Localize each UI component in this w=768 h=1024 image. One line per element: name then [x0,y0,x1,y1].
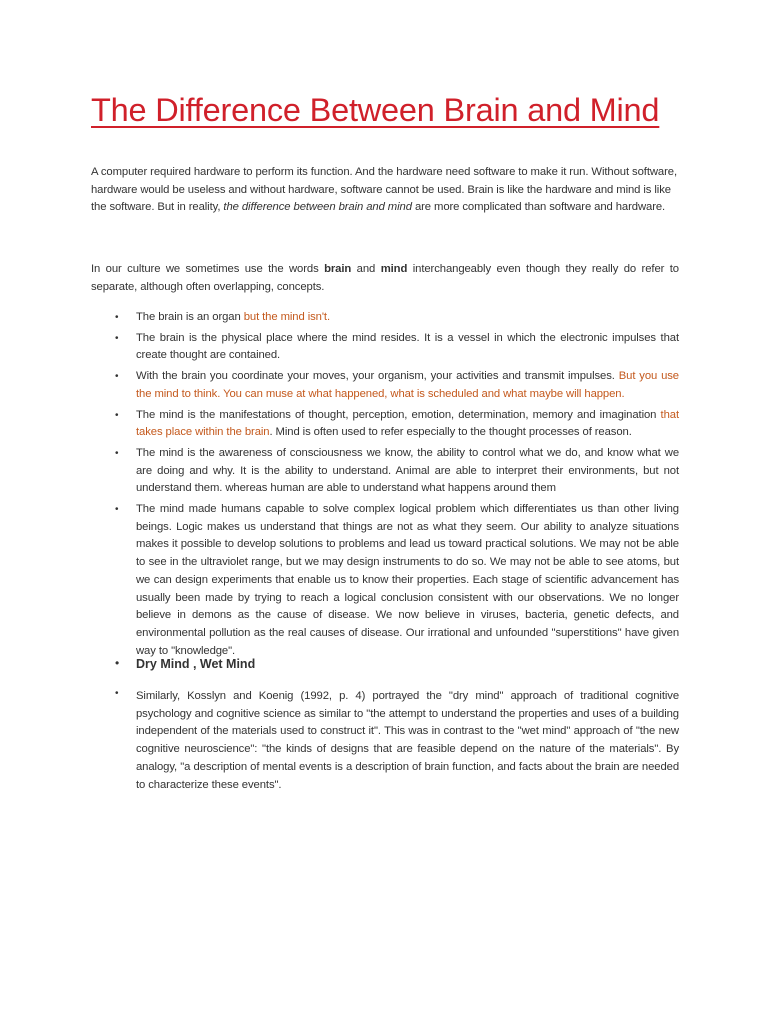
page-title: The Difference Between Brain and Mind [91,92,660,128]
list-item-text: The mind made humans capable to solve complex logical problem which differentiates us than other living beings. Logic makes us understand that things are not as what they seem. Our ability to analyze situations makes it possible to develop solutions to problems and lead us toward practical solutions. We may not be able to see in the ultraviolet range, but we may design instruments to do so. We may not be able to see atoms, but we can design experiments that enable us to know their properties. Each stage of scientific advancement has usually been made by trying to reach a logical conclusion consistent with our observations. We no longer believe in demons as the cause of disease. We now believe in viruses, bacteria, genetic defects, and environmental pollution as the real causes of disease. Our irrational and unfounded "superstitions" have given way to "knowledge". [136,503,679,657]
bullet-icon: • [115,332,119,344]
list-item-highlight: that takes place within the brain [136,408,679,439]
intro-text-part2: are more complicated than software and hardware. [411,201,666,214]
culture-text-part2: and [351,263,381,275]
list-item-highlight: But you use the mind to think. You can muse at what happened, what is scheduled and what maybe will happen. [136,370,679,400]
list-item [91,309,679,327]
list-item [91,445,679,498]
subheading: Dry Mind , Wet Mind [136,657,256,671]
culture-bold-brain: brain [324,263,352,275]
dry-wet-mind-item [91,688,679,794]
bullet-icon: • [115,312,119,323]
list-item-after: . Mind is often used to refer especially to the thought processes of reason. [269,426,632,439]
list-item [91,368,679,403]
list-item [91,407,679,442]
list-item-text: With the brain you coordinate your moves, your organism, your activities and transmit impulses. [136,370,619,383]
list-item-text: The brain is the physical place where the mind resides. It is a vessel in which the electronic impulses that create thought are contained. [136,331,679,362]
list-item-text: The brain is an organ [136,311,244,323]
bullet-icon: • [115,504,119,516]
bullet-icon: • [115,409,119,421]
intro-text-part1: A computer required hardware to perform its function. And the hardware need software to make it run. Without software, hardware would be useless and without hardware, software cannot be used. Brain is like the hardware and mind is like the software. But in reality, [91,166,677,214]
list-item [91,501,679,660]
intro-text-italic: the difference between brain and mind [223,201,412,214]
culture-paragraph [91,261,679,296]
list-item [91,330,679,365]
bullet-icon: • [115,447,119,459]
bullet-icon: • [115,688,119,699]
culture-bold-mind: mind [380,263,408,275]
brain-mind-list [91,309,679,663]
culture-text-part1: In our culture we sometimes use the words [91,263,325,275]
list-item-text: The mind is the manifestations of thought, perception, emotion, determination, memory and imagination [136,408,661,421]
list-item-text: The mind is the awareness of consciousness we know, the ability to control what we do, and know what we are doing and why. It is the ability to understand. Animal are able to interpret their environments, but not understand them. whereas human are able to understand what happens around them [136,446,679,495]
bullet-icon: • [115,656,120,670]
list-item-highlight: but the mind isn't. [243,311,330,323]
dry-wet-mind-paragraph: Similarly, Kosslyn and Koenig (1992, p. 4) portrayed the "dry mind" approach of traditional cognitive psychology and cognitive science as similar to "the attempt to understand the properties and uses of a building independent of the materials used to construct it". This was in contrast to the "wet mind" approach of "the new cognitive neuroscience": "the kinds of designs that are feasible depend on the nature of the materials". By analogy, "a description of mental events is a description of brain function, and facts about the brain are needed to characterize these events". [136,690,679,791]
intro-paragraph [91,164,679,217]
bullet-icon: • [115,371,119,383]
culture-text-part3: interchangeably even though they really do refer to separate, although often overlapping, concepts. [91,263,679,293]
